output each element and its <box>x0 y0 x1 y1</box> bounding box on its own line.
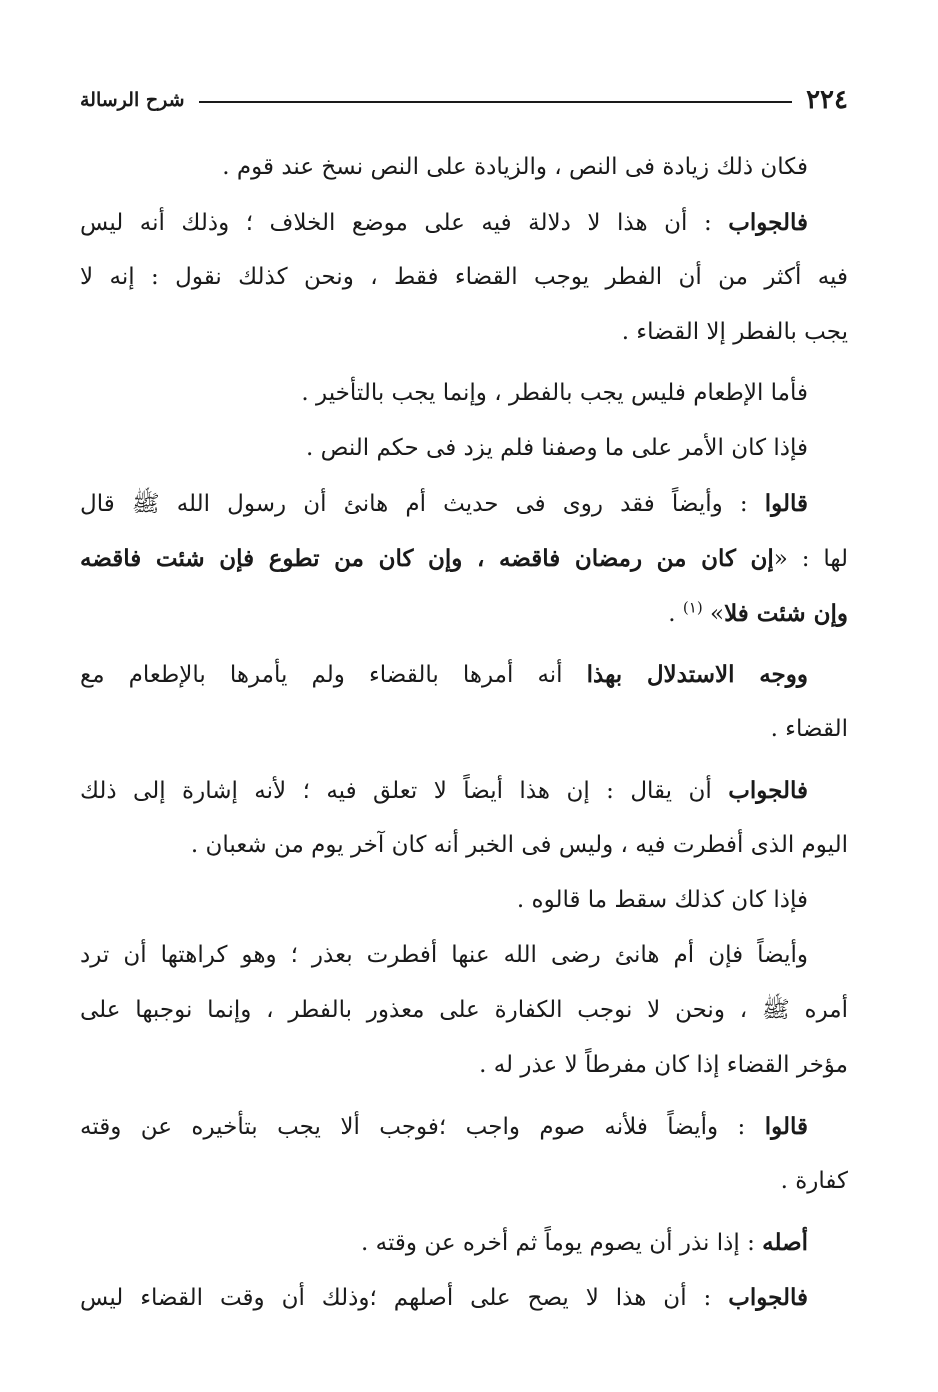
line-text: أن يقال : إن هذا أيضاً لا تعلق فيه ؛ لأنه إشارة إلى ذلك <box>80 778 729 804</box>
line-text: اليوم الذى أفطرت فيه ، وليس فى الخبر أنه كان آخر يوم من شعبان . <box>190 832 848 858</box>
text-line <box>80 1215 848 1270</box>
header-rule <box>199 101 793 103</box>
keyword: فالجواب <box>728 1284 808 1311</box>
text-line <box>80 476 848 531</box>
line-text: القضاء . <box>770 716 848 742</box>
line-text: أنه أمرها بالقضاء ولم يأمرها بالإطعام مع <box>80 662 587 688</box>
text-line <box>80 305 848 360</box>
page-number: ٢٢٤ <box>806 85 848 115</box>
line-text: أمره ﷺ ، ونحن لا نوجب الكفارة على معذور بالفطر ، وإنما نوجبها على <box>80 997 848 1023</box>
line-text: : أن هذا لا دلالة فيه على موضع الخلاف ؛ وذلك أنه ليس <box>80 210 729 236</box>
line-text: فإذا كان كذلك سقط ما قالوه . <box>516 887 808 913</box>
text-line <box>80 763 848 818</box>
line-text: فكان ذلك زيادة فى النص ، والزيادة على النص نسخ عند قوم . <box>222 154 808 180</box>
text-line <box>80 1154 848 1209</box>
line-text: مؤخر القضاء إذا كان مفرطاً لا عذر له . <box>479 1052 848 1078</box>
keyword: أصله <box>762 1229 808 1256</box>
text-line <box>80 1099 848 1154</box>
line-text: : وأيضاً فلأنه صوم واجب ؛فوجب ألا يجب بتأخيره عن وقته <box>80 1114 765 1140</box>
line-text: فأما الإطعام فليس يجب بالفطر ، وإنما يجب بالتأخير . <box>301 380 808 406</box>
keyword: فالجواب <box>728 777 808 804</box>
text-line <box>80 1270 848 1325</box>
line-text: فيه أكثر من أن الفطر يوجب القضاء فقط ، ونحن كذلك نقول : إنه لا <box>80 264 848 290</box>
text-line <box>80 366 848 421</box>
line-text: : أن هذا لا يصح على أصلهم ؛وذلك أن وقت القضاء ليس <box>80 1285 729 1311</box>
footnote-marker: (١) <box>682 598 703 617</box>
line-text: : إذا نذر أن يصوم يوماً ثم أخره عن وقته . <box>361 1230 763 1256</box>
hadith-quote: إن كان من رمضان فاقضه ، وإن كان من تطوع فإن شئت فاقضه <box>80 545 774 572</box>
text-line <box>80 702 848 757</box>
text-line <box>80 140 848 195</box>
text-line <box>80 421 848 476</box>
running-header <box>80 82 848 118</box>
line-text: وأيضاً فإن أم هانئ رضى الله عنها أفطرت بعذر ؛ وهو كراهتها أن ترد <box>80 942 808 968</box>
keyword: فالجواب <box>728 209 808 236</box>
hadith-quote: وإن شئت فلا <box>724 600 848 627</box>
line-text: يجب بالفطر إلا القضاء . <box>621 319 848 345</box>
line-text: » <box>702 601 725 627</box>
keyword: قالوا <box>764 490 808 517</box>
text-line <box>80 1038 848 1093</box>
page-body <box>80 140 848 1325</box>
line-text: : وأيضاً فقد روى فى حديث أم هانئ أن رسول الله ﷺ قال <box>80 491 765 517</box>
text-line <box>80 195 848 250</box>
line-text: كفارة . <box>780 1168 848 1194</box>
text-line <box>80 818 848 873</box>
text-line <box>80 983 848 1038</box>
text-line <box>80 647 848 702</box>
text-line <box>80 928 848 983</box>
text-line <box>80 250 848 305</box>
keyword: قالوا <box>764 1113 808 1140</box>
running-title: شرح الرسالة <box>80 89 185 111</box>
keyword: ووجه الاستدلال بهذا <box>586 661 808 688</box>
text-line <box>80 586 848 641</box>
text-line <box>80 531 848 586</box>
line-text: لها : « <box>773 546 848 572</box>
line-text: فإذا كان الأمر على ما وصفنا فلم يزد فى حكم النص . <box>306 435 808 461</box>
text-line <box>80 873 848 928</box>
line-text: . <box>668 601 683 627</box>
